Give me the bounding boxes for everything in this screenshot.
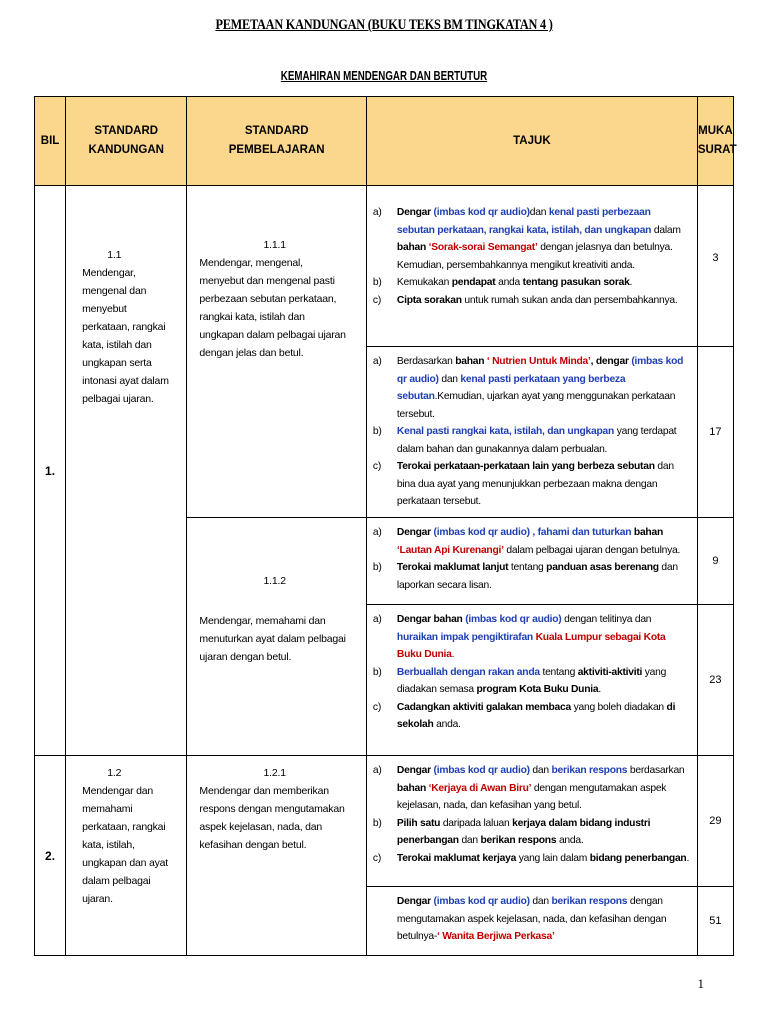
list-item: c) Cipta sorakan untuk rumah sukan anda dan persembahkannya. bbox=[372, 294, 678, 306]
list-item: b) Terokai maklumat lanjut tentang panduan asas berenang dan laporkan secara lisan. bbox=[372, 562, 678, 591]
standard-kandungan-cell bbox=[66, 186, 187, 756]
tajuk-cell bbox=[366, 518, 697, 605]
table-row bbox=[35, 756, 734, 887]
header-standard-pembelajaran: STANDARD PEMBELAJARAN bbox=[187, 97, 367, 186]
standard-pembelajaran-cell bbox=[187, 756, 367, 956]
standard-pembelajaran-cell bbox=[187, 186, 367, 518]
list-item: b) Kenal pasti rangkai kata, istilah, dan ungkapan yang terdapat dalam bahan dan gunakannya dalam perbualan. bbox=[372, 426, 677, 455]
list-item: a) Dengar (imbas kod qr audio) , fahami dan tuturkan bahan ‘Lautan Api Kurenangi’ dalam pelbagai ujaran dengan betulnya. bbox=[372, 527, 681, 556]
standard-kandungan-cell bbox=[66, 756, 187, 956]
list-item: c) Terokai maklumat kerjaya yang lain dalam bidang penerbangan. bbox=[372, 852, 690, 864]
standard-pembelajaran-cell bbox=[187, 518, 367, 756]
page-cell: 17 bbox=[697, 347, 733, 518]
table-header-row bbox=[35, 97, 734, 186]
list-item: b) Kemukakan pendapat anda tentang pasukan sorak. bbox=[372, 277, 633, 288]
section-subtitle: KEMAHIRAN MENDENGAR DAN BERTUTUR bbox=[280, 69, 488, 83]
tajuk-cell bbox=[366, 186, 697, 347]
sk-description: Mendengar dan memahami perkataan, rangkai kata, istilah, ungkapan dan ayat dalam pelbagai ujaran. bbox=[82, 785, 169, 905]
page-cell: 23 bbox=[697, 605, 733, 756]
page-number: 1 bbox=[697, 976, 704, 991]
list-item: c) Cadangkan aktiviti galakan membaca yang boleh diadakan di sekolah anda. bbox=[372, 701, 676, 730]
header-muka-surat: MUKA SURAT bbox=[697, 97, 733, 186]
sp-description: Mendengar, mengenal, menyebut dan mengenal pasti perbezaan sebutan perkataan, rangkai kata, istilah dan ungkapan dalam pelbagai ujaran dengan jelas dan betul. bbox=[199, 257, 346, 359]
sp-number: 1.1.1 bbox=[263, 239, 286, 251]
tajuk-cell bbox=[366, 347, 697, 518]
sk-number: 1.1 bbox=[107, 249, 122, 261]
list-item: a) Dengar (imbas kod qr audio)dan kenal pasti perbezaan sebutan perkataan, rangkai kata, istilah, dan ungkapan dalam bahan ‘Sorak-sorai Semangat’ dengan jelasnya dan betulnya. Kemudian, persembahkannya mengikut kreativiti anda. bbox=[372, 207, 681, 271]
bil-cell: 2. bbox=[35, 756, 66, 956]
bil-cell: 1. bbox=[35, 186, 66, 756]
page-cell: 9 bbox=[697, 518, 733, 605]
sp-number: 1.1.2 bbox=[263, 575, 286, 587]
tajuk-cell bbox=[366, 756, 697, 887]
sp-number: 1.2.1 bbox=[263, 767, 286, 779]
content-mapping-table bbox=[34, 96, 737, 956]
page-cell: 3 bbox=[697, 186, 733, 347]
list-item: c) Terokai perkataan-perkataan lain yang berbeza sebutan dan bina dua ayat yang menunjukkan perbezaan makna dengan perkataan tersebut. bbox=[372, 461, 674, 507]
header-tajuk: TAJUK bbox=[366, 97, 697, 186]
tajuk-cell bbox=[366, 887, 697, 956]
list-item: b) Pilih satu daripada laluan kerjaya dalam bidang industri penerbangan dan berikan respons anda. bbox=[372, 817, 651, 846]
sp-description: Mendengar dan memberikan respons dengan mengutamakan aspek kejelasan, nada, dan kefasihan dengan betul. bbox=[199, 785, 345, 851]
list-item: Dengar (imbas kod qr audio) dan berikan respons dengan mengutamakan aspek kejelasan, nada, dan kefasihan dengan betulnya-‘ Wanita Berjiwa Perkasa’ bbox=[396, 896, 667, 942]
sk-number: 1.2 bbox=[107, 767, 122, 779]
tajuk-cell bbox=[366, 605, 697, 756]
list-item: a) Berdasarkan bahan ‘ Nutrien Untuk Minda’, dengar (imbas kod qr audio) dan kenal pasti perkataan yang berbeza sebutan.Kemudian, ujarkan ayat yang menggunakan perkataan tersebut. bbox=[372, 356, 684, 420]
list-item: a) Dengar bahan (imbas kod qr audio) dengan telitinya dan huraikan impak pengiktirafan Kuala Lumpur sebagai Kota Buku Dunia. bbox=[372, 614, 666, 660]
sk-description: Mendengar, mengenal dan menyebut perkataan, rangkai kata, istilah dan ungkapan serta intonasi ayat dalam pelbagai ujaran. bbox=[82, 267, 169, 405]
header-bil: BIL bbox=[35, 97, 66, 186]
document-title: PEMETAAN KANDUNGAN (BUKU TEKS BM TINGKATAN 4 ) bbox=[215, 17, 553, 33]
list-item: b) Berbuallah dengan rakan anda tentang aktiviti-aktiviti yang diadakan semasa program Kota Buku Dunia. bbox=[372, 666, 667, 695]
page-cell: 51 bbox=[697, 887, 733, 956]
table-row bbox=[35, 186, 734, 347]
list-item: a) Dengar (imbas kod qr audio) dan berikan respons berdasarkan bahan ‘Kerjaya di Awan Biru’ dengan mengutamakan aspek kejelasan, nada, dan kefasihan yang betul. bbox=[372, 765, 685, 811]
sp-description: Mendengar, memahami dan menuturkan ayat dalam pelbagai ujaran dengan betul. bbox=[199, 615, 346, 663]
header-standard-kandungan: STANDARD KANDUNGAN bbox=[66, 97, 187, 186]
page-cell: 29 bbox=[697, 756, 733, 887]
